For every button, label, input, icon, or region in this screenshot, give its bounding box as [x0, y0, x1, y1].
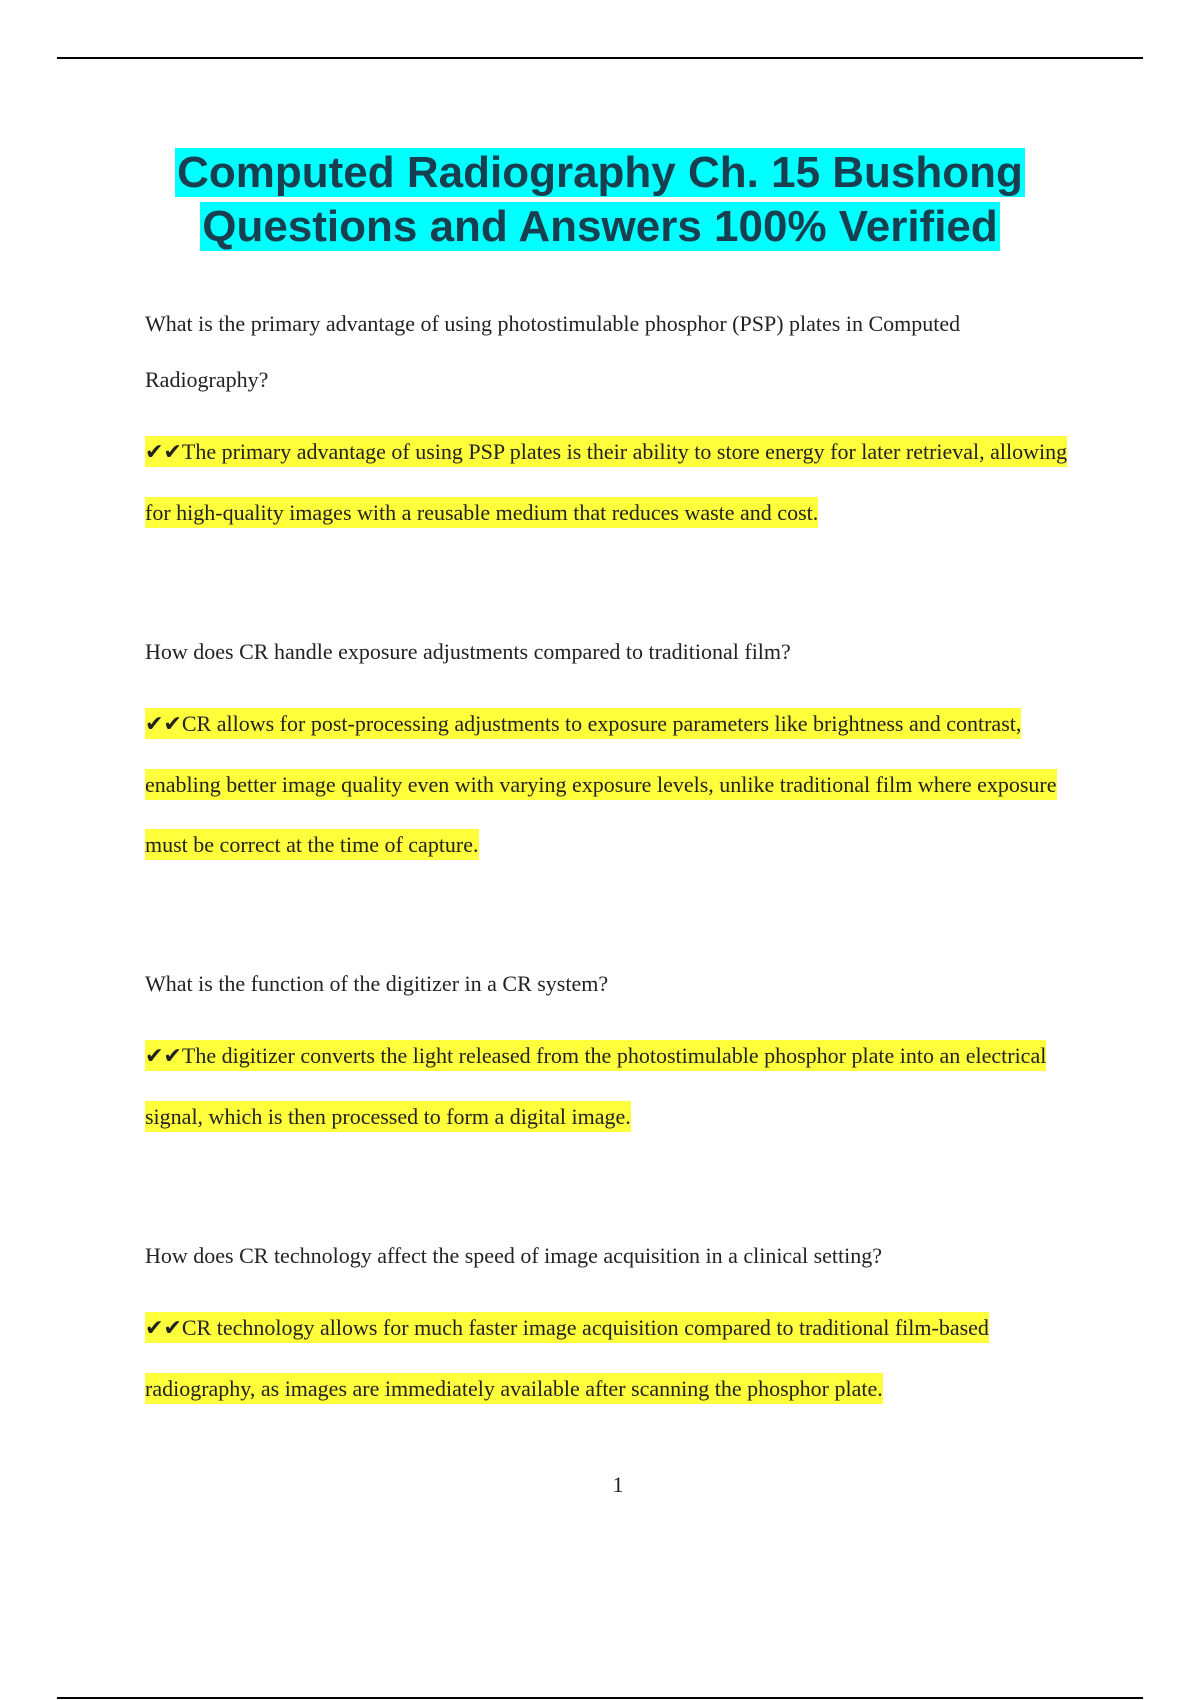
answer-text-3: The digitizer converts the light released from the photostimulable phosphor plate into an electrical signal, which is then processed to form a digital image.	[145, 1043, 1047, 1129]
answer-text-4: CR technology allows for much faster image acquisition compared to traditional film-based radiography, as images are immediately available after scanning the phosphor plate.	[145, 1315, 989, 1401]
bottom-rule	[57, 1697, 1143, 1699]
answer-text-2: CR allows for post-processing adjustments to exposure parameters like brightness and contrast, enabling better image quality even with varying exposure levels, unlike traditional film where exposure must be correct at the time of capture.	[145, 711, 1057, 857]
top-rule	[57, 57, 1143, 59]
title-line-2: Questions and Answers 100% Verified	[202, 202, 998, 251]
answer-4	[145, 1298, 1085, 1419]
check-mark-icon: ✔✔	[145, 1316, 182, 1341]
question-1: What is the primary advantage of using photostimulable phosphor (PSP) plates in Computed Radiography?	[145, 311, 961, 392]
page-number: 1	[612, 1472, 624, 1497]
answer-3	[145, 1026, 1085, 1147]
question-3: What is the function of the digitizer in a CR system?	[145, 971, 609, 996]
answer-text-1: The primary advantage of using PSP plates is their ability to store energy for later retrieval, allowing for high-quality images with a reusable medium that reduces waste and cost.	[145, 439, 1068, 525]
qa-list	[145, 296, 1085, 1500]
document-title	[100, 146, 1100, 254]
question-4: How does CR technology affect the speed of image acquisition in a clinical setting?	[145, 1243, 882, 1268]
qa-item-3	[145, 956, 1085, 1147]
check-mark-icon: ✔✔	[145, 1044, 182, 1069]
check-mark-icon: ✔✔	[145, 712, 182, 737]
qa-item-4	[145, 1228, 1085, 1419]
answer-1	[145, 422, 1085, 543]
question-2: How does CR handle exposure adjustments compared to traditional film?	[145, 639, 791, 664]
qa-item-1	[145, 296, 1085, 543]
check-mark-icon: ✔✔	[145, 440, 182, 465]
title-line-1: Computed Radiography Ch. 15 Bushong	[177, 148, 1023, 197]
answer-2	[145, 694, 1085, 875]
qa-item-2	[145, 624, 1085, 875]
